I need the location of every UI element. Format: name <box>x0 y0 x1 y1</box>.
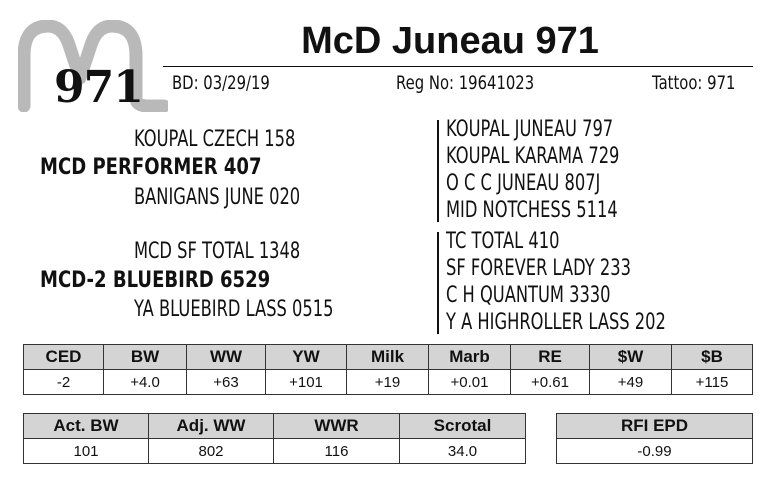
epd-header: RE <box>511 345 590 370</box>
epd-value: +4.0 <box>104 370 187 395</box>
rfi-table <box>556 413 753 464</box>
ancestor-line: O C C JUNEAU 807J <box>446 171 601 196</box>
dam-ancestors-bar <box>437 232 439 334</box>
epd-value: +0.61 <box>511 370 590 395</box>
epd-header: $W <box>590 345 672 370</box>
epd-value: +63 <box>187 370 266 395</box>
sire-dam: BANIGANS JUNE 020 <box>134 185 301 210</box>
epd-value: +0.01 <box>429 370 511 395</box>
epd-header: BW <box>104 345 187 370</box>
performance-value: 101 <box>24 439 149 464</box>
sire-ancestors-bar <box>437 120 439 222</box>
rfi-value: -0.99 <box>557 439 753 464</box>
ancestor-line: KOUPAL KARAMA 729 <box>446 144 620 169</box>
epd-header: Milk <box>347 345 429 370</box>
tattoo: Tattoo: 971 <box>652 72 736 94</box>
epd-header: $B <box>672 345 753 370</box>
performance-header: Act. BW <box>24 414 149 439</box>
epd-value: -2 <box>24 370 104 395</box>
performance-value: 116 <box>274 439 400 464</box>
sire-name: MCD PERFORMER 407 <box>40 155 262 180</box>
dam-name: MCD-2 BLUEBIRD 6529 <box>40 268 271 293</box>
epd-table <box>23 344 753 395</box>
ancestor-line: SF FOREVER LADY 233 <box>446 256 631 281</box>
ancestor-line: KOUPAL JUNEAU 797 <box>446 117 614 142</box>
rfi-header: RFI EPD <box>557 414 753 439</box>
ancestor-line: MID NOTCHESS 5114 <box>446 198 618 223</box>
sire-sire: KOUPAL CZECH 158 <box>134 127 296 152</box>
performance-value: 802 <box>149 439 274 464</box>
ancestor-line: TC TOTAL 410 <box>446 229 560 254</box>
epd-header: Marb <box>429 345 511 370</box>
epd-header: CED <box>24 345 104 370</box>
performance-header: Adj. WW <box>149 414 274 439</box>
dam-sire: MCD SF TOTAL 1348 <box>134 239 301 264</box>
lot-number: 971 <box>54 62 143 113</box>
birth-date: BD: 03/29/19 <box>172 72 270 94</box>
epd-value: +101 <box>266 370 347 395</box>
ancestor-line: Y A HIGHROLLER LASS 202 <box>446 310 666 335</box>
registration-number: Reg No: 19641023 <box>396 72 535 94</box>
epd-value: +49 <box>590 370 672 395</box>
epd-header: YW <box>266 345 347 370</box>
ancestor-line: C H QUANTUM 3330 <box>446 283 611 308</box>
dam-dam: YA BLUEBIRD LASS 0515 <box>134 297 334 322</box>
epd-header: WW <box>187 345 266 370</box>
animal-title: McD Juneau 971 <box>301 20 599 62</box>
performance-header: Scrotal <box>400 414 526 439</box>
performance-header: WWR <box>274 414 400 439</box>
performance-value: 34.0 <box>400 439 526 464</box>
performance-table <box>23 413 526 464</box>
title-divider <box>163 66 753 67</box>
epd-value: +19 <box>347 370 429 395</box>
epd-value: +115 <box>672 370 753 395</box>
